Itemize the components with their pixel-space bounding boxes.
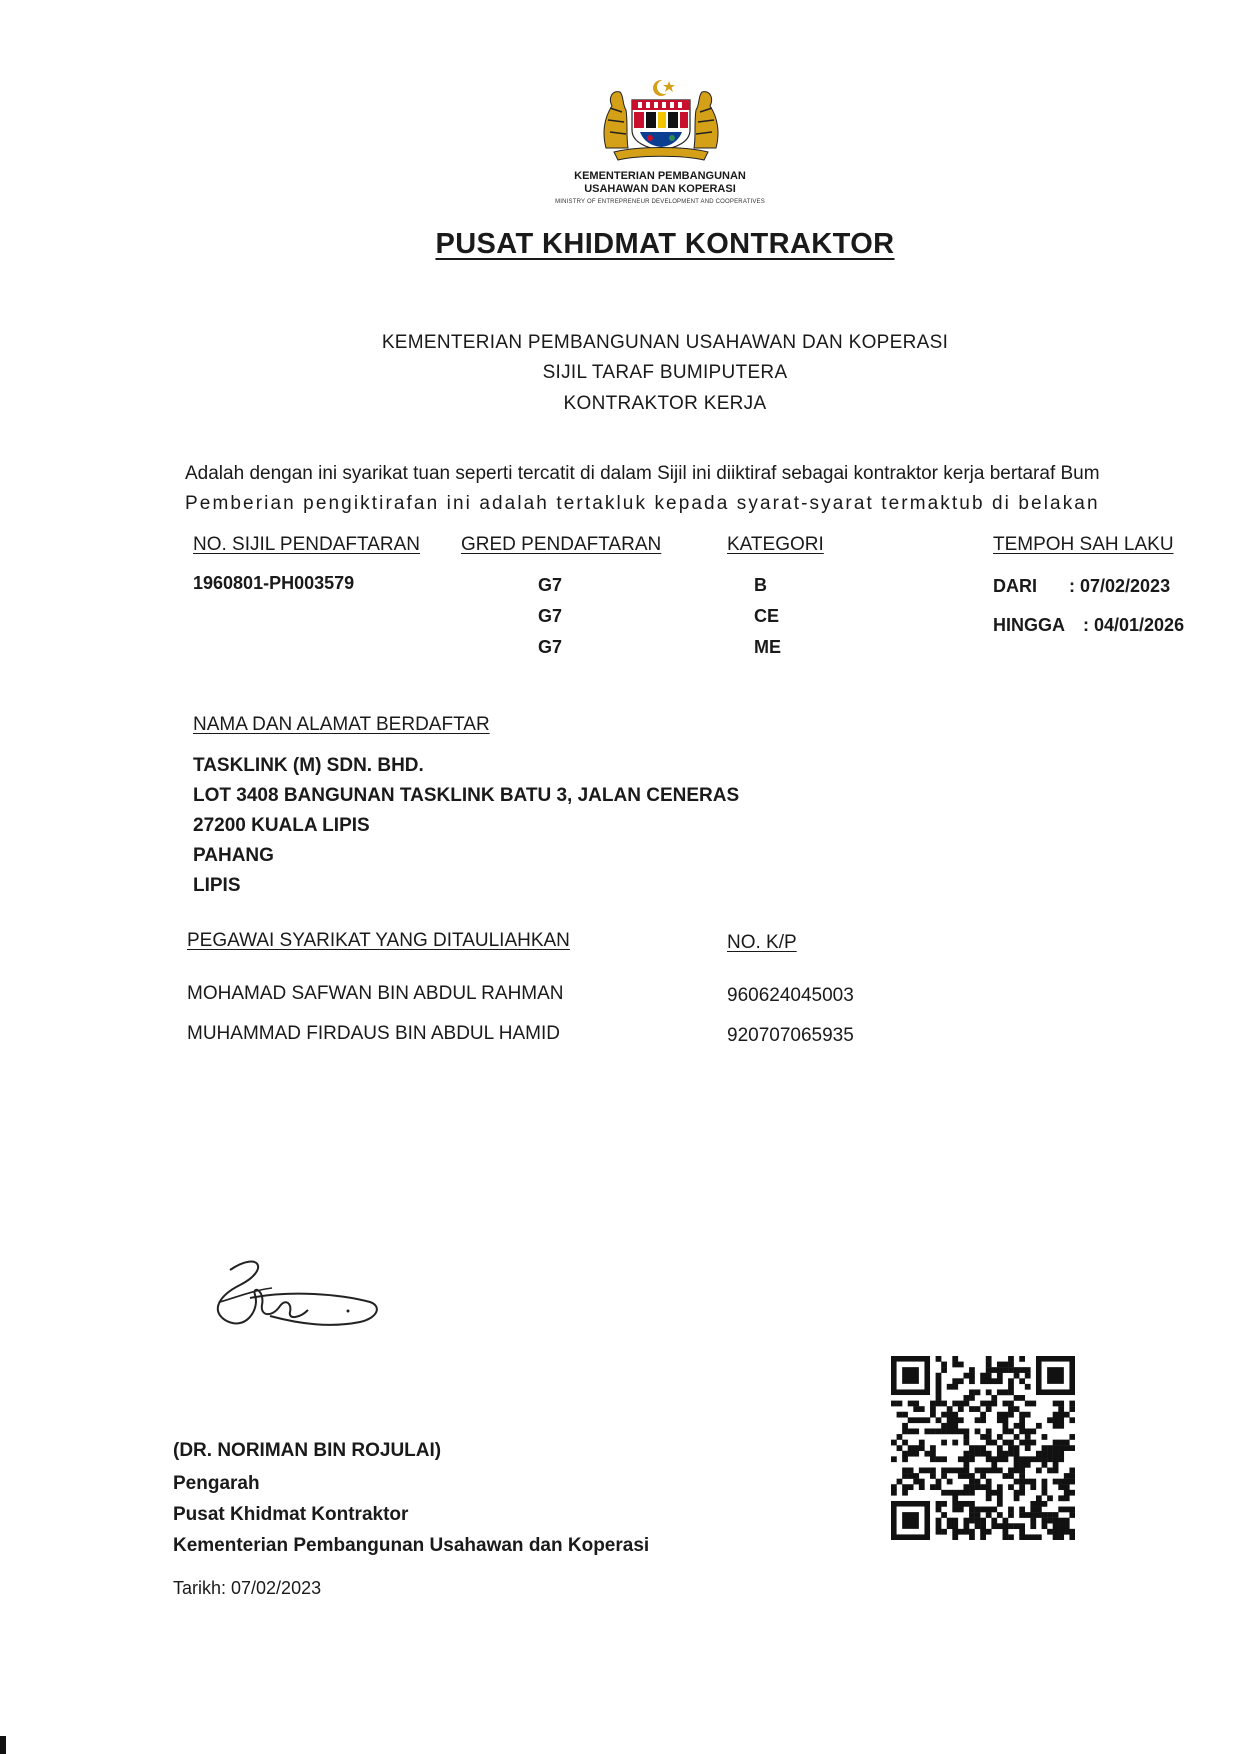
company-name: TASKLINK (M) SDN. BHD. [193, 755, 424, 776]
grade-header: GRED PENDAFTARAN [461, 534, 662, 555]
scan-edge-mark [0, 1736, 6, 1754]
conditions-paragraph: Pemberian pengiktirafan ini adalah tertakluk kepada syarat-syarat termaktub di belakan [185, 493, 1100, 514]
category-header: KATEGORI [727, 534, 824, 555]
valid-to-label: HINGGA [993, 615, 1065, 635]
grade-value: G7 [538, 637, 563, 657]
officers-header: PEGAWAI SYARIKAT YANG DITAULIAHKAN [187, 930, 570, 951]
signatory-ministry: Kementerian Pembangunan Usahawan dan Koperasi [173, 1535, 650, 1556]
valid-to-value: : 04/01/2026 [1083, 615, 1185, 635]
signatory-name: (DR. NORIMAN BIN ROJULAI) [173, 1440, 442, 1461]
category-value: CE [754, 606, 780, 626]
validity-header: TEMPOH SAH LAKU [993, 534, 1174, 555]
certificate-class-line: KONTRAKTOR KERJA [563, 393, 767, 414]
qr-code-icon [891, 1356, 1075, 1540]
ministry-name-line-1: KEMENTERIAN PEMBANGUNAN [574, 170, 746, 182]
cert-no-header: NO. SIJIL PENDAFTARAN [193, 534, 420, 555]
officer-name: MUHAMMAD FIRDAUS BIN ABDUL HAMID [187, 1023, 560, 1044]
certificate-type-line: SIJIL TARAF BUMIPUTERA [542, 362, 788, 383]
category-value: ME [754, 637, 781, 657]
officer-ic-number: 920707065935 [727, 1025, 854, 1046]
address-line: PAHANG [193, 845, 274, 866]
valid-from-value: : 07/02/2023 [1069, 576, 1171, 596]
valid-from-label: DARI [993, 576, 1037, 596]
signatory-position: Pengarah [173, 1473, 260, 1494]
recognition-paragraph: Adalah dengan ini syarikat tuan seperti tercatit di dalam Sijil ini diiktiraf sebagai kontraktor kerja bertaraf Bum [185, 463, 1100, 484]
certificate-ministry-line: KEMENTERIAN PEMBANGUNAN USAHAWAN DAN KOPERASI [381, 332, 949, 353]
ministry-name-english: MINISTRY OF ENTREPRENEUR DEVELOPMENT AND COOPERATIVES [555, 199, 765, 205]
address-header: NAMA DAN ALAMAT BERDAFTAR [193, 714, 490, 735]
address-line: LIPIS [193, 875, 241, 896]
category-value: B [754, 575, 767, 595]
signatory-department: Pusat Khidmat Kontraktor [173, 1504, 409, 1525]
ic-number-header: NO. K/P [727, 932, 797, 953]
handwritten-signature [200, 1250, 390, 1350]
ministry-name-line-2: USAHAWAN DAN KOPERASI [584, 183, 736, 195]
grade-value: G7 [538, 606, 563, 626]
officer-name: MOHAMAD SAFWAN BIN ABDUL RAHMAN [187, 983, 564, 1004]
issue-date: Tarikh: 07/02/2023 [173, 1578, 322, 1598]
coat-of-arms-icon [598, 78, 724, 164]
cert-no-value: 1960801-PH003579 [193, 573, 355, 593]
page-title: PUSAT KHIDMAT KONTRAKTOR [435, 228, 895, 260]
address-line: LOT 3408 BANGUNAN TASKLINK BATU 3, JALAN CENERAS [193, 785, 740, 806]
grade-value: G7 [538, 575, 563, 595]
officer-ic-number: 960624045003 [727, 985, 854, 1006]
address-line: 27200 KUALA LIPIS [193, 815, 370, 836]
